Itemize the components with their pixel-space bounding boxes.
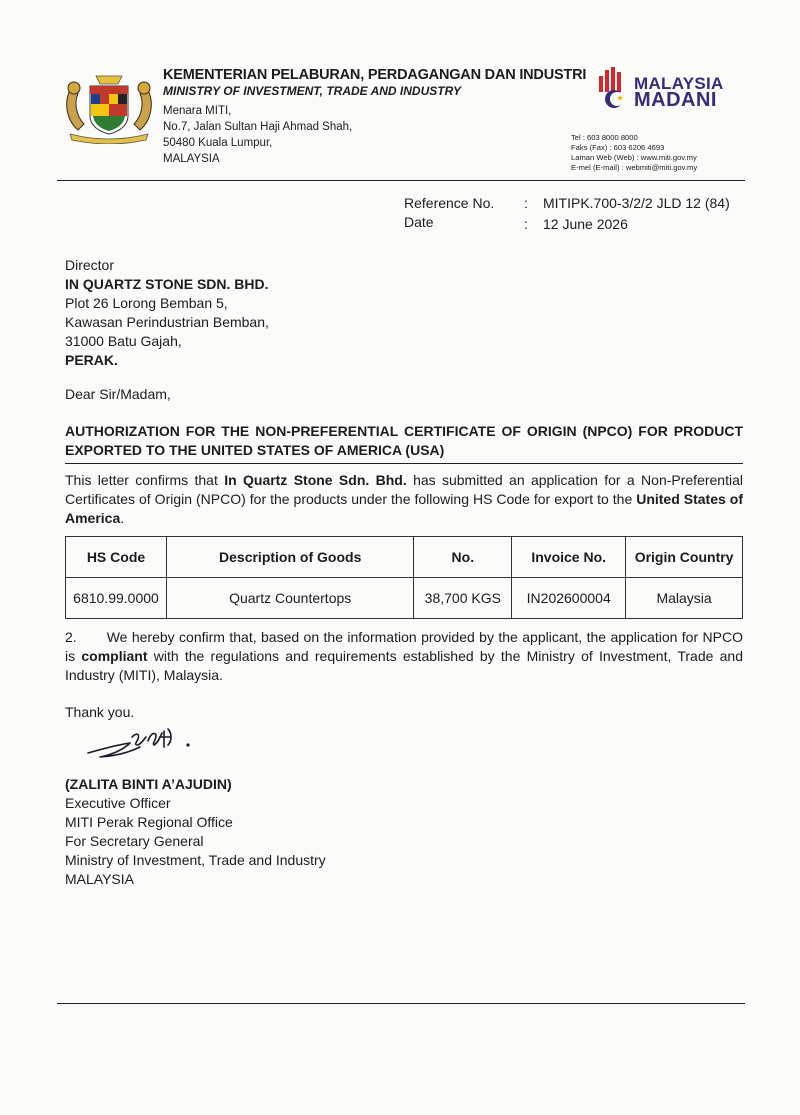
ministry-name-malay: KEMENTERIAN PELABURAN, PERDAGANGAN DAN INDUSTRI (163, 67, 587, 83)
compliant-bold: compliant (81, 648, 148, 664)
paragraph-text: with the regulations and requirements established by the Ministry of Investment, Trade and Industry (MITI), Malaysia. (65, 648, 743, 683)
column-header: Origin Country (626, 537, 743, 578)
paragraph-confirmation (65, 471, 743, 528)
recipient-address-line: Kawasan Perindustrian Bemban, (65, 314, 269, 330)
salutation: Dear Sir/Madam, (65, 386, 171, 402)
goods-table (65, 536, 743, 619)
closing-text: Thank you. (65, 704, 135, 720)
contact-line: Laman Web (Web) : www.miti.gov.my (571, 153, 697, 162)
ministry-address-line: Menara MITI, (163, 105, 232, 117)
recipient-state: PERAK. (65, 352, 118, 368)
footer-divider (57, 1003, 745, 1004)
signatory-line: For Secretary General (65, 833, 204, 849)
table-row (66, 578, 743, 619)
logo-text-malaysia: MALAYSIA (634, 74, 724, 93)
recipient-address-line: Plot 26 Lorong Bemban 5, (65, 295, 228, 311)
coat-of-arms-icon (60, 72, 158, 144)
column-header: Invoice No. (512, 537, 626, 578)
signatory-line: MALAYSIA (65, 871, 134, 887)
signatory-name: (ZALITA BINTI A’AJUDIN) (65, 776, 232, 792)
signatory-line: Executive Officer (65, 795, 171, 811)
column-header: No. (414, 537, 512, 578)
header-divider (57, 180, 745, 181)
signatory-line: MITI Perak Regional Office (65, 814, 233, 830)
paragraph-text: has submitted an application for a Non-Preferential Certificates of Origin (NPCO) for the products under the following HS Code for export to the (65, 472, 743, 507)
invoice-cell: IN202600004 (512, 578, 626, 619)
ministry-address-line: No.7, Jalan Sultan Haji Ahmad Shah, (163, 121, 353, 133)
column-header: Description of Goods (166, 537, 413, 578)
malaysia-madani-logo-icon (597, 66, 631, 110)
country-name-bold: United States of America (65, 491, 743, 526)
table-header-row (66, 537, 743, 578)
column-header: HS Code (66, 537, 167, 578)
contact-line: Tel : 603 8000 8000 (571, 133, 638, 142)
reference-separator: : (524, 195, 528, 211)
ministry-name-english: MINISTRY OF INVESTMENT, TRADE AND INDUSTRY (163, 84, 462, 98)
signatory-line: Ministry of Investment, Trade and Industry (65, 852, 326, 868)
reference-label: Reference No. (404, 195, 495, 211)
paragraph-number: 2. (65, 629, 77, 645)
recipient-company: IN QUARTZ STONE SDN. BHD. (65, 276, 269, 292)
contact-line: Faks (Fax) : 603 6206 4693 (571, 143, 665, 152)
recipient-title: Director (65, 257, 115, 273)
date-separator: : (524, 216, 528, 232)
recipient-address-line: 31000 Batu Gajah, (65, 333, 182, 349)
paragraph-compliance (65, 628, 743, 685)
company-name-bold: In Quartz Stone Sdn. Bhd. (224, 472, 407, 488)
paragraph-text: We hereby confirm that, based on the information provided by the applicant, the application for NPCO is (65, 629, 743, 664)
date-label: Date (404, 214, 434, 230)
subject-underline (65, 463, 743, 464)
paragraph-text: . (120, 510, 125, 526)
description-cell: Quartz Countertops (166, 578, 413, 619)
handwritten-signature-icon (84, 723, 202, 765)
contact-line: E-mel (E-mail) : webmiti@miti.gov.my (571, 163, 698, 172)
reference-number: MITIPK.700-3/2/2 JLD 12 (84) (543, 195, 730, 211)
logo-text-madani: MADANI (634, 89, 717, 111)
quantity-cell: 38,700 KGS (414, 578, 512, 619)
letter-subject: AUTHORIZATION FOR THE NON-PREFERENTIAL CERTIFICATE OF ORIGIN (NPCO) FOR PRODUCT EXPORTED TO THE UNITED STATES OF AMERICA (USA) (65, 423, 743, 458)
hs-code-cell: 6810.99.0000 (66, 578, 167, 619)
paragraph-text: This letter confirms that (65, 472, 225, 488)
ministry-address-line: 50480 Kuala Lumpur, (163, 137, 273, 149)
ministry-address-line: MALAYSIA (163, 153, 220, 165)
origin-cell: Malaysia (626, 578, 743, 619)
date-value: 12 June 2026 (543, 216, 628, 232)
